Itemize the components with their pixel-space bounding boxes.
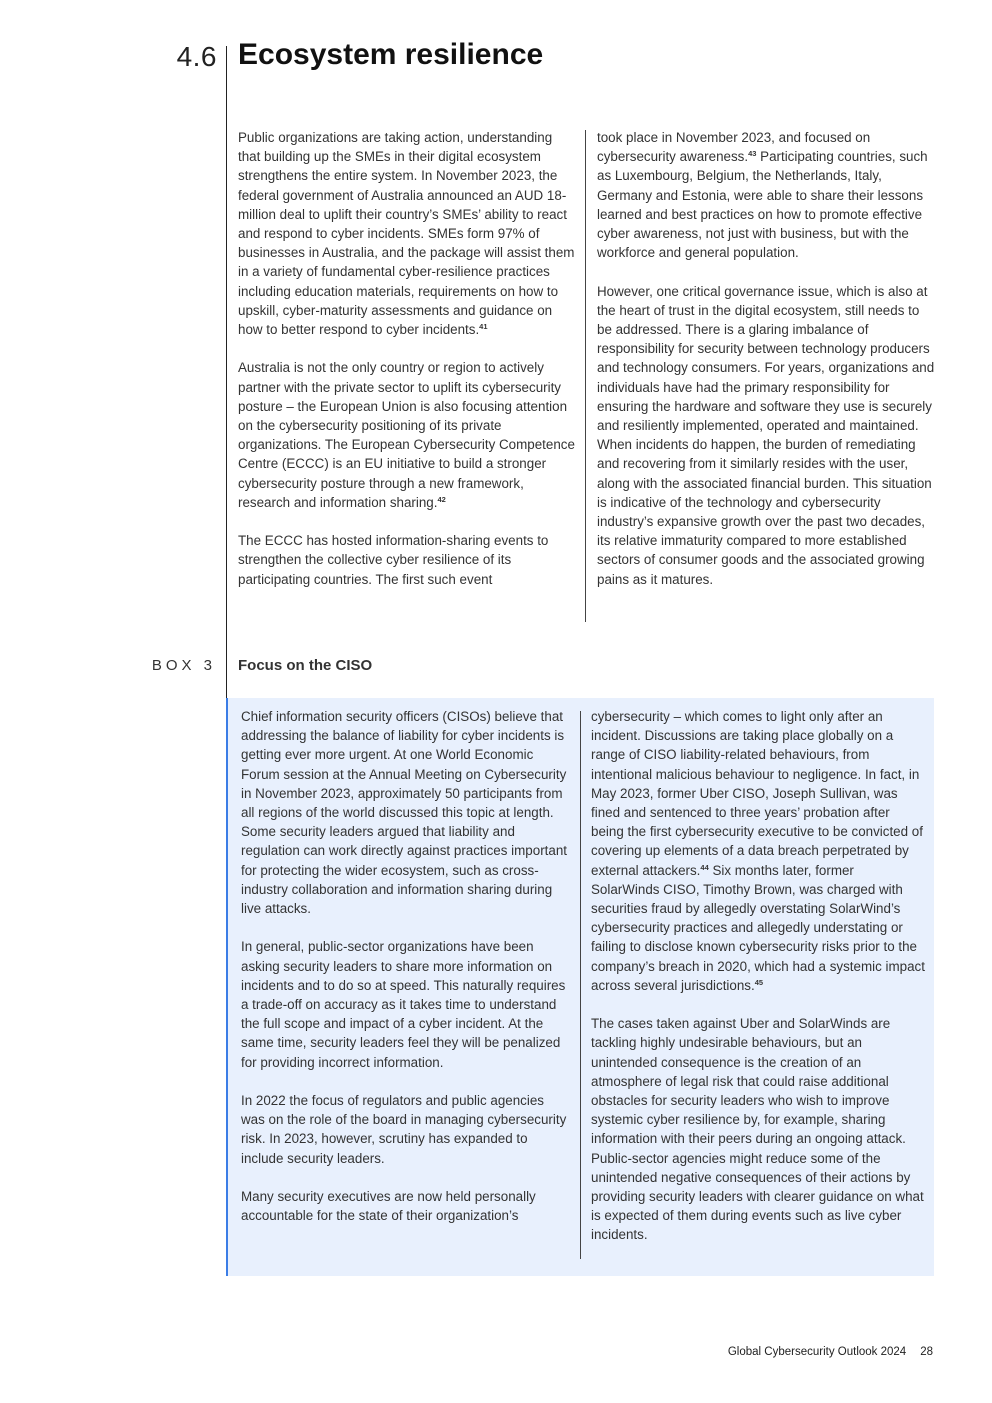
paragraph: Public organizations are taking action, understanding that building up the SMEs in their digital ecosystem strengthens the entire system. In November 2023, the federal government of Australia announced an AUD 18-million deal to uplift their country’s SMEs’ ability to react and respond to cyber incidents. SMEs form 97% of businesses in Australia, and the package will assist them in a variety of fundamental cyber-resilience practices including education materials, requirements on how to upskill, cyber-maturity assessments and guidance on how to better respond to cyber incidents.$^{41}$ xyxy=(238,130,575,338)
box-left-column xyxy=(241,707,571,1225)
paragraph: The ECCC has hosted information-sharing events to strengthen the collective cyber resilience of its participating countries. The first such event xyxy=(238,533,549,587)
footnote-ref: 45 xyxy=(754,977,764,987)
box-right-column xyxy=(591,707,925,1245)
section-number: 4.6 xyxy=(176,41,217,72)
main-left-column xyxy=(238,128,578,589)
box-title: Focus on the CISO xyxy=(238,657,373,674)
footnote-ref: 43 xyxy=(748,149,757,159)
paragraph: The cases taken against Uber and SolarWinds are tackling highly undesirable behaviours, but an unintended consequence is the creation of an atmosphere of legal risk that could raise additional obstacles for security leaders who wish to improve systemic cyber resilience by, for example, sharing information with their peers during an ongoing attack. Public-sector agencies might reduce some of the unintended negative consequences of their actions by providing security leaders with clearer guidance on what is expected of them during events such as live cyber incidents. xyxy=(591,1016,924,1243)
footnote-ref: 42 xyxy=(437,494,446,504)
section-title: Ecosystem resilience xyxy=(238,38,544,71)
paragraph: Australia is not the only country or region to actively partner with the private sector to uplift its cybersecurity posture – the European Union is also focusing attention on the cybersecurity positioning of its private organizations. The European Cybersecurity Competence Centre (ECCC) is an EU initiative to build a stronger cybersecurity posture through a new framework, research and information sharing.$^{42}$ xyxy=(238,360,575,510)
box-label: BOX 3 xyxy=(151,657,216,674)
box-rule xyxy=(226,656,227,700)
paragraph: Many security executives are now held personally accountable for the state of their organization’s xyxy=(241,1189,536,1224)
paragraph: However, one critical governance issue, which is also at the heart of trust in the digital ecosystem, still needs to be addressed. There is a glaring imbalance of responsibility for security between technology producers and technology consumers. For years, organizations and individuals have had the primary responsibility for ensuring the hardware and software they use is securely and resiliently implemented, operated and maintained. When incidents do happen, the burden of remediating and recovering from it similarly resides with the user, along with the associated financial burden. This situation is indicative of the technology and cybersecurity industry’s expansive growth over the past two decades, its relative immaturity compared to more established sectors of consumer goods and the associated growing pains as it matures. xyxy=(597,283,935,587)
paragraph: cybersecurity – which comes to light only after an incident. Discussions are taking place globally on a range of CISO liability-related behaviours, from intentional malicious behaviour to negligence. In fact, in May 2023, former Uber CISO, Joseph Sullivan, was fined and sentenced to three years’ probation after being the first cybersecurity executive to be convicted of covering up elements of a data breach perpetrated by external attackers.$^{44}$ Six months later, former SolarWinds CISO, Timothy Brown, was charged with securities fraud by allegedly overstating SolarWind’s cybersecurity practices and allegedly understating or failing to disclose known cybersecurity risks prior to the company’s breach in 2020, which had a systemic impact across several jurisdictions.$^{45}$ xyxy=(591,709,925,993)
section-rule xyxy=(226,46,227,696)
publication-title: Global Cybersecurity Outlook 2024 xyxy=(727,1346,907,1358)
paragraph: In 2022 the focus of regulators and public agencies was on the role of the board in managing cybersecurity risk. In 2023, however, scrutiny has expanded to include security leaders. xyxy=(241,1093,567,1166)
box-column-divider xyxy=(580,711,581,1259)
paragraph: Chief information security officers (CISOs) believe that addressing the balance of liability for cyber incidents is getting ever more urgent. At one World Economic Forum session at the Annual Meeting on Cybersecurity in November 2023, approximately 50 participants from all regions of the world discussed this topic at length. Some security leaders argued that liability and regulation can work directly against practices important for protecting the wider ecosystem, such as cross-industry collaboration and information sharing during live attacks. xyxy=(241,709,567,917)
main-right-column xyxy=(597,128,935,589)
paragraph: took place in November 2023, and focused on cybersecurity awareness.$^{43}$ Participating countries, such as Luxembourg, Belgium, the Netherlands, Italy, Germany and Estonia, were able to share their lessons learned and best practices on how to promote effective cyber awareness, not just with business, but with the workforce and general population. xyxy=(597,130,928,261)
footnote-ref: 44 xyxy=(700,862,709,872)
page-footer xyxy=(728,1346,933,1358)
paragraph: In general, public-sector organizations have been asking security leaders to share more information on incidents and to do so at speed. This naturally requires a trade-off on accuracy as it takes time to understand the full scope and impact of a cyber incident. At the same time, security leaders feel they will be penalized for providing incorrect information. xyxy=(241,939,566,1070)
column-divider xyxy=(585,130,586,622)
page-number: 28 xyxy=(920,1346,933,1358)
footnote-ref: 41 xyxy=(479,322,488,332)
